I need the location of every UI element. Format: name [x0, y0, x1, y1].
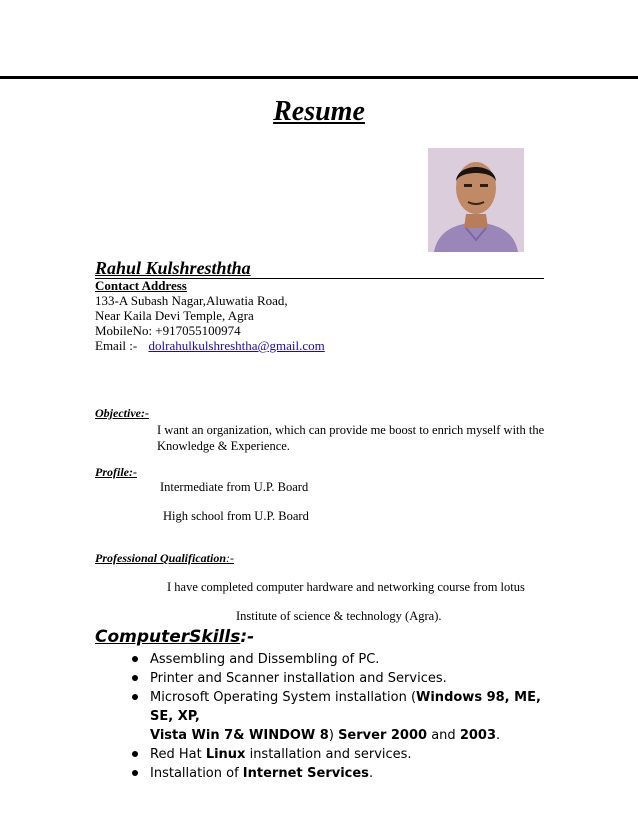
skill-text: and: [427, 728, 460, 743]
profile-photo: [428, 148, 524, 252]
qualification-line-1: I have completed computer hardware and networking course from lotus: [167, 580, 525, 594]
profile-heading: Profile:-: [95, 465, 137, 479]
skill-text: Red Hat: [150, 747, 206, 762]
list-item: [130, 764, 560, 783]
skill-text: .: [368, 766, 374, 781]
contact-heading: Contact Address: [95, 278, 187, 293]
candidate-name: Rahul Kulshresththa: [95, 258, 251, 278]
bullet-icon: [132, 770, 138, 776]
bullet-icon: [132, 751, 138, 757]
skill-text: Assembling and Dissembling of PC.: [150, 652, 380, 667]
bullet-icon: [132, 675, 138, 681]
address-line-2: Near Kaila Devi Temple, Agra: [95, 308, 254, 323]
list-item: [130, 688, 560, 745]
skill-text: .: [496, 728, 501, 743]
qualification-heading: [95, 551, 234, 566]
contact-block: [95, 278, 325, 353]
list-item: [130, 669, 560, 688]
objective-line-1: I want an organization, which can provide me boost to enrich myself with the: [157, 423, 545, 437]
skill-bold: Internet Services: [242, 766, 369, 781]
skill-bold: Vista Win 7& WINDOW 8: [150, 728, 329, 743]
list-item: [130, 745, 560, 764]
skills-heading-suffix: :-: [240, 627, 255, 647]
header-rule: [0, 76, 638, 79]
objective-line-2: Knowledge & Experience.: [157, 439, 290, 453]
objective-text: [157, 422, 544, 454]
skill-text: ): [328, 728, 339, 743]
skills-heading-text: ComputerSkills: [95, 627, 241, 647]
list-item: [130, 650, 560, 669]
bullet-icon: [132, 656, 138, 662]
skill-text: Installation of: [150, 766, 243, 781]
address-line-1: 133-A Subash Nagar,Aluwatia Road,: [95, 293, 288, 308]
profile-item-1: Intermediate from U.P. Board: [160, 480, 309, 494]
mobile-number: MobileNo: +917055100974: [95, 323, 241, 338]
skills-heading: [95, 627, 254, 647]
profile-item-2: High school from U.P. Board: [163, 509, 309, 523]
skill-continuation: [150, 726, 560, 745]
email-label: Email :-: [95, 338, 138, 353]
email-row: [95, 338, 325, 353]
page-title: Resume: [273, 96, 365, 127]
qualification-line-2: Institute of science & technology (Agra).: [236, 609, 442, 623]
skill-bold: 2003: [459, 728, 496, 743]
objective-heading: Objective:-: [95, 406, 149, 420]
email-link[interactable]: dolrahulkulshreshtha@gmail.com: [148, 338, 325, 353]
bullet-icon: [132, 694, 138, 700]
qualification-heading-suffix: :-: [226, 551, 235, 565]
skill-text: Printer and Scanner installation and Services.: [150, 671, 447, 686]
name-row: [95, 258, 544, 279]
skill-bold: Server 2000: [338, 728, 428, 743]
skill-bold: Windows 98, ME, SE, XP,: [150, 690, 541, 724]
skill-bold: Linux: [205, 747, 246, 762]
skills-list: [130, 650, 560, 783]
skill-text: Microsoft Operating System installation (: [150, 690, 417, 705]
skill-text: installation and services.: [245, 747, 412, 762]
qualification-heading-text: Professional Qualification: [95, 551, 227, 565]
